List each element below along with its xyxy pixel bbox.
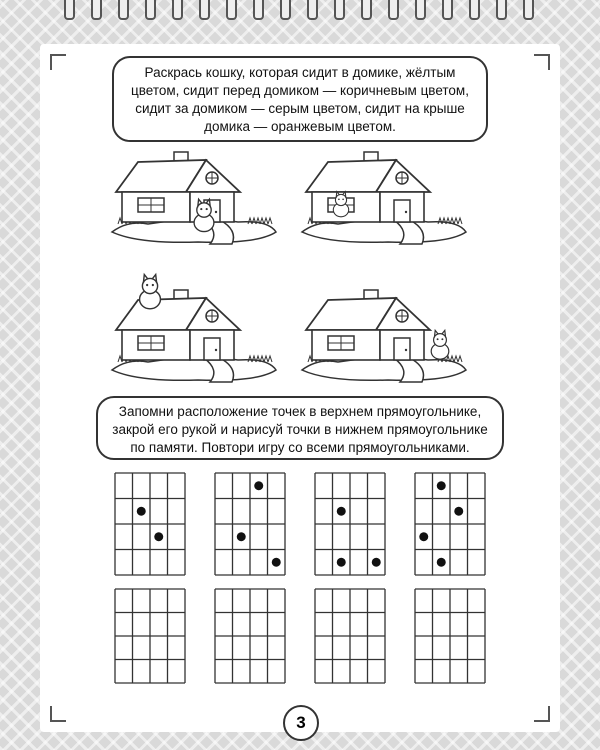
memory-grid-top-2[interactable] [214, 472, 286, 576]
grass-tuft [454, 356, 458, 362]
memory-dot [454, 507, 463, 516]
spiral-ring [523, 0, 534, 20]
spiral-ring [469, 0, 480, 20]
spiral-ring [442, 0, 453, 20]
grass-tuft [268, 356, 272, 362]
door-knob [215, 211, 217, 213]
instruction-line: закрой его рукой и нарисуй точки в нижнем прямоугольнике [112, 422, 488, 437]
instruction-line: Раскрась кошку, которая сидит в домике, жёлтым [144, 65, 456, 80]
instruction-line: по памяти. Повтори игру со всеми прямоугольниками. [130, 440, 470, 455]
cat-eye [437, 338, 439, 340]
memory-grid-top-3[interactable] [314, 472, 386, 576]
spiral-ring [145, 0, 156, 20]
memory-dot [419, 532, 428, 541]
spiral-ring [91, 0, 102, 20]
memory-dot [272, 558, 281, 567]
corner-mark-bottom-right [534, 706, 550, 722]
spiral-binding [60, 0, 540, 20]
memory-dot [254, 481, 263, 490]
house-cat-behind[interactable] [298, 268, 470, 386]
grass-tuft [454, 218, 458, 224]
house-cat-on-roof[interactable] [108, 268, 280, 386]
house-cat-inside[interactable] [298, 140, 470, 248]
instruction-memory-dots [96, 396, 504, 460]
grid-drawing [314, 472, 386, 576]
door [394, 200, 410, 222]
spiral-ring [199, 0, 210, 20]
house-group [112, 275, 276, 382]
cat-icon [140, 275, 161, 309]
instruction-line: цветом, сидит перед домиком — коричневым цветом, [131, 83, 469, 98]
spiral-ring [280, 0, 291, 20]
memory-grid-bottom-4[interactable] [414, 588, 486, 684]
grid-drawing [114, 472, 186, 576]
grass-tuft [458, 356, 462, 362]
spiral-ring [334, 0, 345, 20]
door-knob [405, 211, 407, 213]
spiral-ring [415, 0, 426, 20]
memory-dot [154, 532, 163, 541]
cat-eye [200, 208, 202, 210]
corner-mark-top-right [534, 54, 550, 70]
memory-grid-bottom-3[interactable] [314, 588, 386, 684]
grass-tuft [264, 218, 268, 224]
door-knob [215, 349, 217, 351]
page-number: 3 [283, 705, 319, 741]
memory-dot [137, 507, 146, 516]
memory-dot [337, 507, 346, 516]
instruction-line: домика — оранжевым цветом. [204, 119, 396, 134]
memory-grid-top-4[interactable] [414, 472, 486, 576]
memory-dot [337, 558, 346, 567]
grid-drawing [414, 588, 486, 684]
instruction-line: Запомни расположение точек в верхнем прямоугольнике, [118, 404, 482, 419]
corner-mark-top-left [50, 54, 66, 70]
cat-eye [146, 284, 148, 286]
cat-head [335, 194, 346, 205]
spiral-ring [361, 0, 372, 20]
memory-dot [237, 532, 246, 541]
grass-tuft [264, 356, 268, 362]
house-drawing [108, 268, 280, 386]
cat-head [197, 203, 211, 217]
grid-drawing [314, 588, 386, 684]
cat-head [434, 334, 447, 347]
instruction-line: сидит за домиком — серым цветом, сидит на крыше [135, 101, 465, 116]
cat-head [142, 278, 157, 293]
memory-grid-bottom-2[interactable] [214, 588, 286, 684]
grid-drawing [214, 472, 286, 576]
door [394, 338, 410, 360]
spiral-ring [226, 0, 237, 20]
memory-dot [437, 481, 446, 490]
memory-dot [372, 558, 381, 567]
memory-dot [437, 558, 446, 567]
grid-drawing [414, 472, 486, 576]
house-group [112, 152, 276, 244]
grass-tuft [458, 218, 462, 224]
spiral-ring [64, 0, 75, 20]
grass-tuft [268, 218, 272, 224]
cat-eye [342, 198, 344, 200]
spiral-ring [253, 0, 264, 20]
house-cat-in-front[interactable] [108, 140, 280, 248]
house-drawing [298, 140, 470, 248]
spiral-ring [118, 0, 129, 20]
cat-eye [338, 198, 340, 200]
house-drawing [298, 268, 470, 386]
memory-grid-top-1[interactable] [114, 472, 186, 576]
grid-drawing [214, 588, 286, 684]
spiral-ring [172, 0, 183, 20]
house-drawing [108, 140, 280, 248]
corner-mark-bottom-left [50, 706, 66, 722]
door [204, 338, 220, 360]
door-knob [405, 349, 407, 351]
cat-eye [206, 208, 208, 210]
grid-drawing [114, 588, 186, 684]
cat-eye [152, 284, 154, 286]
memory-grid-bottom-1[interactable] [114, 588, 186, 684]
instruction-cat-coloring [112, 56, 488, 142]
house-group [302, 290, 466, 382]
spiral-ring [388, 0, 399, 20]
house-group [302, 152, 466, 244]
cat-eye [441, 338, 443, 340]
cat-icon [431, 330, 449, 359]
spiral-ring [496, 0, 507, 20]
spiral-ring [307, 0, 318, 20]
